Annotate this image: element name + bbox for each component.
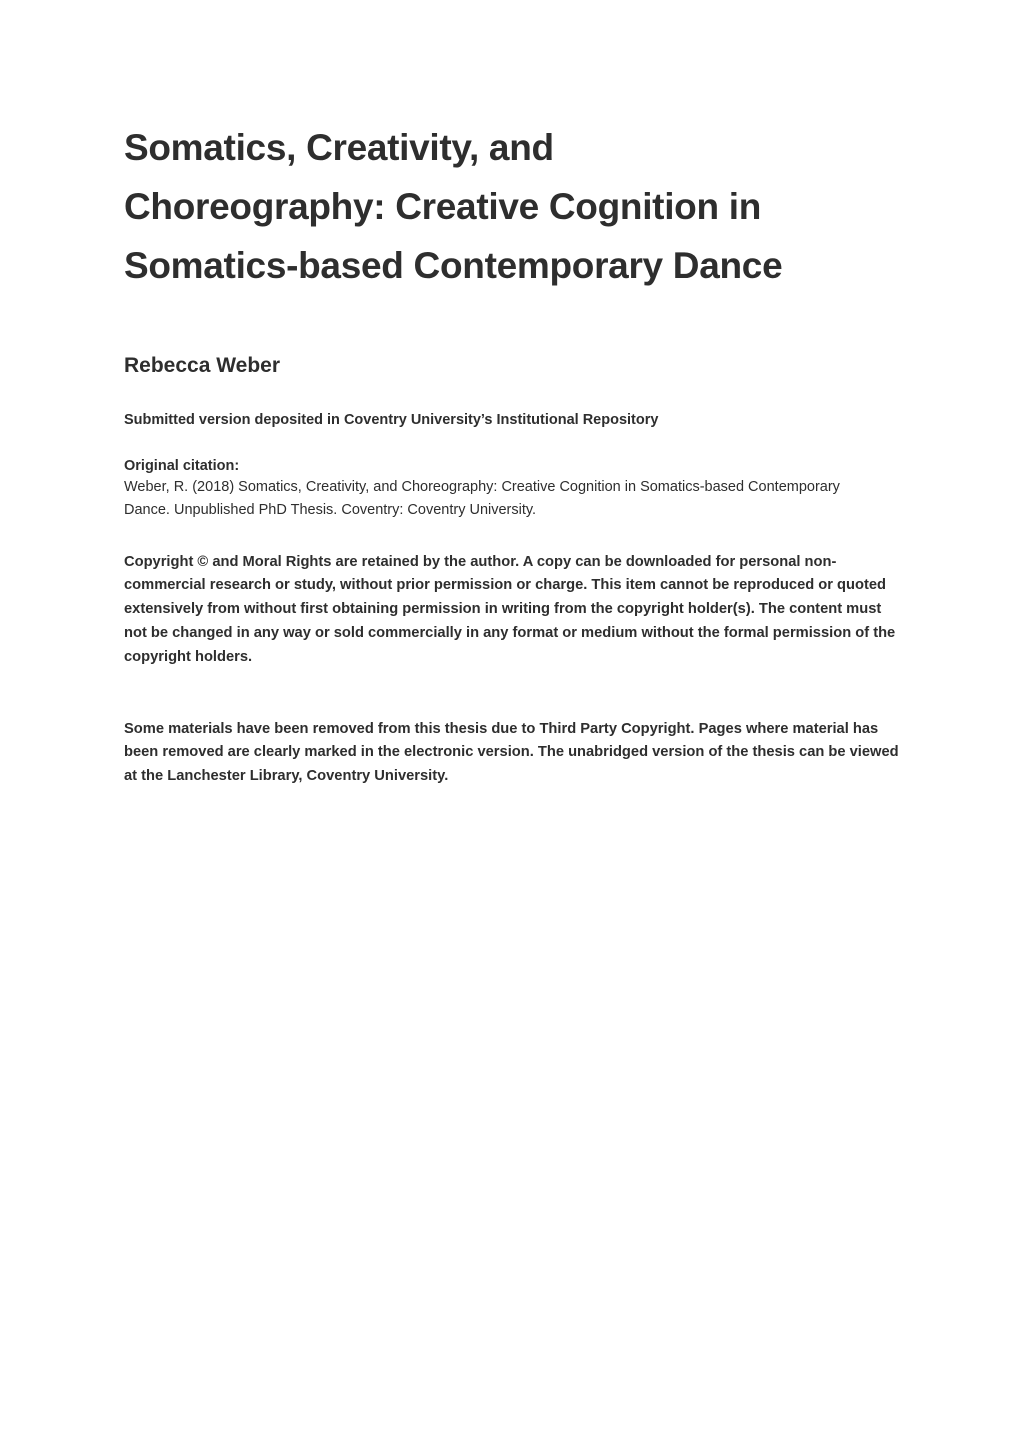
deposit-statement: Submitted version deposited in Coventry University’s Institutional Repository: [124, 411, 659, 428]
page-title: Somatics, Creativity, and Choreography: Creative Cognition in Somatics-based Contemporary Dance: [124, 127, 783, 287]
copyright-notice: Copyright © and Moral Rights are retained by the author. A copy can be downloaded for personal non-commercial research or study, without prior permission or charge. This item cannot be reproduced or quoted extensively from without first obtaining permission in writing from the copyright holder(s). The content must not be changed in any way or sold commercially in any format or medium without the formal permission of the copyright holders.: [124, 553, 896, 665]
third-party-copyright-notice: Some materials have been removed from this thesis due to Third Party Copyright. Pages where material has been removed are clearly marked in the electronic version. The unabridged version of the thesis can be viewed at the Lanchester Library, Coventry University.: [124, 720, 899, 785]
original-citation: [124, 458, 900, 523]
original-citation-label: Original citation:: [124, 457, 240, 474]
original-citation-text: Weber, R. (2018) Somatics, Creativity, and Choreography: Creative Cognition in Somatics-based Contemporary Dance. Unpublished PhD Thesis. Coventry: Coventry University.: [124, 478, 840, 519]
author-name: Rebecca Weber: [124, 353, 281, 377]
